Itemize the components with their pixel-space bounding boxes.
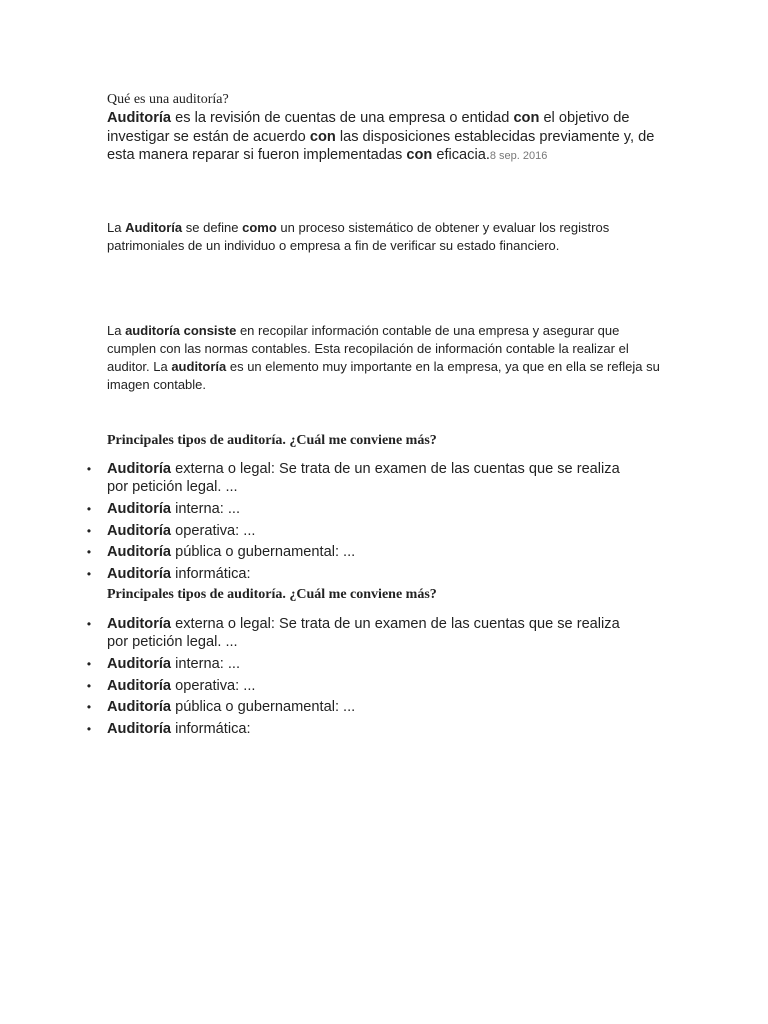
paragraph-text: en recopilar información contable de una empresa y asegurar que cumplen con las normas contables. Esta recopilación de información contable la realizar el auditor. La: [107, 323, 629, 374]
bold-term: auditoría consiste: [125, 323, 237, 338]
bold-term: Auditoría: [107, 655, 172, 672]
bold-term: Auditoría: [125, 220, 183, 235]
question-title: Qué es una auditoría?: [107, 92, 229, 107]
list-item-text: informática:: [171, 566, 251, 583]
bullet-icon: •: [86, 656, 92, 671]
audit-types-list: [84, 615, 644, 742]
bold-term: Auditoría: [107, 616, 172, 632]
list-item-text: operativa: ...: [171, 677, 256, 694]
list-item: [84, 720, 644, 738]
paragraph-text: las disposiciones establecidas previamente y, de esta manera reparar si fueron implementadas: [107, 128, 655, 163]
paragraph-text: un proceso sistemático de obtener y evaluar los registros patrimoniales de un individuo o empresa a fin de verificar su estado financiero.: [107, 220, 610, 253]
section-heading: Principales tipos de auditoría. ¿Cuál me conviene más?: [107, 433, 437, 448]
bold-term: con: [309, 128, 336, 145]
definition-paragraph-2: [107, 219, 667, 254]
bold-term: Auditoría: [107, 500, 172, 517]
list-item: [84, 522, 644, 540]
list-item: [84, 460, 644, 496]
paragraph-text: La: [107, 323, 126, 338]
list-item: [84, 698, 644, 716]
bold-term: Auditoría: [107, 522, 172, 539]
section-heading: Principales tipos de auditoría. ¿Cuál me conviene más?: [107, 587, 437, 602]
list-item-text: pública o gubernamental: ...: [171, 544, 356, 561]
bold-term: auditoría: [171, 359, 227, 374]
paragraph-text: es la revisión de cuentas de una empresa o entidad: [171, 110, 514, 126]
audit-types-list: [84, 460, 644, 587]
paragraph-text: La: [107, 220, 126, 235]
list-item-text: informática:: [171, 721, 251, 738]
list-item: [84, 677, 644, 695]
list-item-text: externa o legal: Se trata de un examen de las cuentas que se realiza por petición legal. ...: [107, 461, 620, 495]
list-item-text: externa o legal: Se trata de un examen de las cuentas que se realiza por petición legal. ...: [107, 616, 620, 650]
paragraph-text: el objetivo de investigar se están de acuerdo: [107, 110, 630, 145]
bullet-icon: •: [86, 501, 92, 516]
bullet-icon: •: [86, 523, 92, 538]
list-item-text: operativa: ...: [171, 522, 256, 539]
bold-term: Auditoría: [107, 566, 172, 583]
bold-term: con: [406, 147, 433, 163]
list-item: [84, 500, 644, 518]
bullet-icon: •: [86, 678, 92, 693]
bold-term: Auditoría: [107, 721, 172, 738]
list-item-text: interna: ...: [171, 655, 241, 672]
list-item-text: pública o gubernamental: ...: [171, 699, 356, 716]
definition-paragraph-3: [107, 322, 667, 394]
definition-paragraph-1: [107, 109, 667, 166]
bullet-icon: •: [86, 462, 92, 476]
date-label: 8 sep. 2016: [489, 150, 548, 162]
paragraph-text: es un elemento muy importante en la empresa, ya que en ella se refleja su imagen contable.: [107, 359, 660, 392]
bullet-icon: •: [86, 617, 92, 631]
list-item: [84, 543, 644, 561]
bullet-icon: •: [86, 722, 92, 737]
bullet-icon: •: [86, 700, 92, 715]
bullet-icon: •: [86, 545, 92, 560]
list-item-text: interna: ...: [171, 500, 241, 517]
bold-term: Auditoría: [107, 461, 172, 477]
list-item: [84, 565, 644, 583]
bullet-icon: •: [86, 567, 92, 582]
bold-term: Auditoría: [107, 544, 172, 561]
bold-term: como: [242, 220, 277, 235]
bold-term: Auditoría: [107, 699, 172, 716]
list-item: [84, 615, 644, 651]
paragraph-text: eficacia.: [432, 147, 490, 163]
bold-term: con: [513, 110, 540, 126]
bold-term: Auditoría: [107, 110, 172, 126]
paragraph-text: se define: [182, 220, 243, 235]
bold-term: Auditoría: [107, 677, 172, 694]
list-item: [84, 655, 644, 673]
